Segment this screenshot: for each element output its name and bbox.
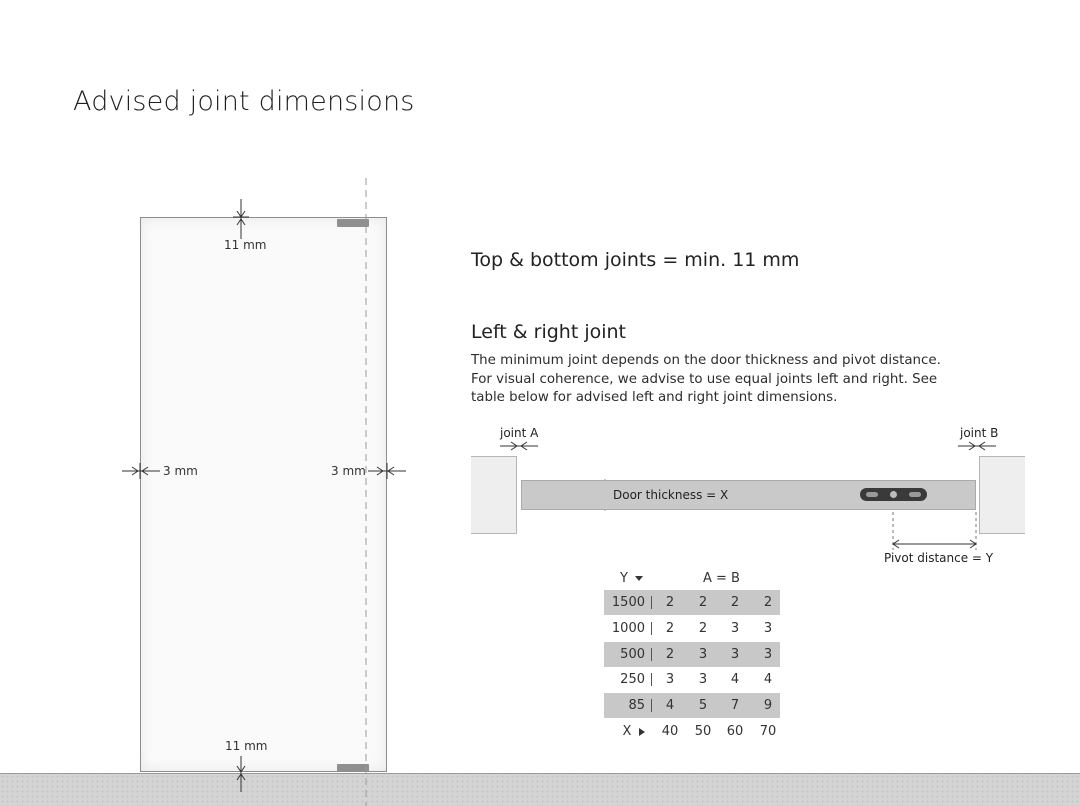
row-y: 500	[620, 647, 645, 662]
row-value: 9	[763, 698, 773, 713]
bottom-joint-label: 11 mm	[225, 739, 268, 753]
table-row	[604, 642, 780, 667]
row-value: 3	[698, 647, 708, 662]
x-label: X	[622, 724, 632, 739]
row-value: 7	[730, 698, 740, 713]
x-value: 40	[661, 724, 679, 739]
row-value: 4	[665, 698, 675, 713]
row-value: 3	[665, 672, 675, 687]
row-y: 250	[620, 672, 645, 687]
door-thickness-label: Door thickness = X	[613, 488, 729, 502]
ab-header: A = B	[703, 571, 740, 586]
triangle-down-icon	[634, 573, 644, 583]
row-y: 85	[628, 698, 645, 713]
row-value: 2	[698, 621, 708, 636]
right-wall	[979, 456, 1025, 534]
joint-description: The minimum joint depends on the door thickness and pivot distance. For visual coherence, we advise to use equal joints left and right. See table below for advised left and right joint dimensions.	[471, 353, 941, 405]
left-wall	[471, 456, 517, 534]
pivot-hardware-icon	[860, 488, 927, 501]
row-y: 1000	[611, 621, 645, 636]
row-value: 2	[665, 647, 675, 662]
right-joint-label: 3 mm	[331, 464, 366, 478]
row-y: 1500	[611, 595, 645, 610]
x-value: 60	[726, 724, 744, 739]
triangle-right-icon	[638, 727, 646, 737]
left-joint-label: 3 mm	[163, 464, 198, 478]
row-separator	[651, 622, 652, 635]
row-value: 3	[763, 647, 773, 662]
row-value: 2	[665, 621, 675, 636]
row-separator	[651, 596, 652, 609]
row-value: 4	[730, 672, 740, 687]
table-row	[604, 693, 780, 718]
row-value: 2	[665, 595, 675, 610]
table-row	[604, 667, 780, 692]
top-joint-label: 11 mm	[224, 238, 267, 252]
table-row	[604, 616, 780, 641]
x-row	[604, 719, 780, 744]
page-title: Advised joint dimensions	[73, 86, 415, 117]
row-value: 2	[763, 595, 773, 610]
top-bottom-joints-heading: Top & bottom joints = min. 11 mm	[471, 249, 800, 271]
left-right-joint-heading: Left & right joint	[471, 321, 626, 343]
row-value: 2	[698, 595, 708, 610]
pivot-distance-label: Pivot distance = Y	[884, 551, 994, 565]
y-header: Y	[620, 571, 642, 586]
row-value: 3	[730, 621, 740, 636]
row-separator	[651, 648, 652, 661]
row-value: 2	[730, 595, 740, 610]
row-value: 5	[698, 698, 708, 713]
table-row	[604, 590, 780, 615]
row-value: 3	[730, 647, 740, 662]
row-value: 3	[698, 672, 708, 687]
joint-b-label: joint B	[960, 426, 999, 440]
x-value: 50	[694, 724, 712, 739]
row-separator	[651, 699, 652, 712]
row-separator	[651, 673, 652, 686]
row-value: 4	[763, 672, 773, 687]
row-value: 3	[763, 621, 773, 636]
joint-a-label: joint A	[500, 426, 539, 440]
x-value: 70	[759, 724, 777, 739]
